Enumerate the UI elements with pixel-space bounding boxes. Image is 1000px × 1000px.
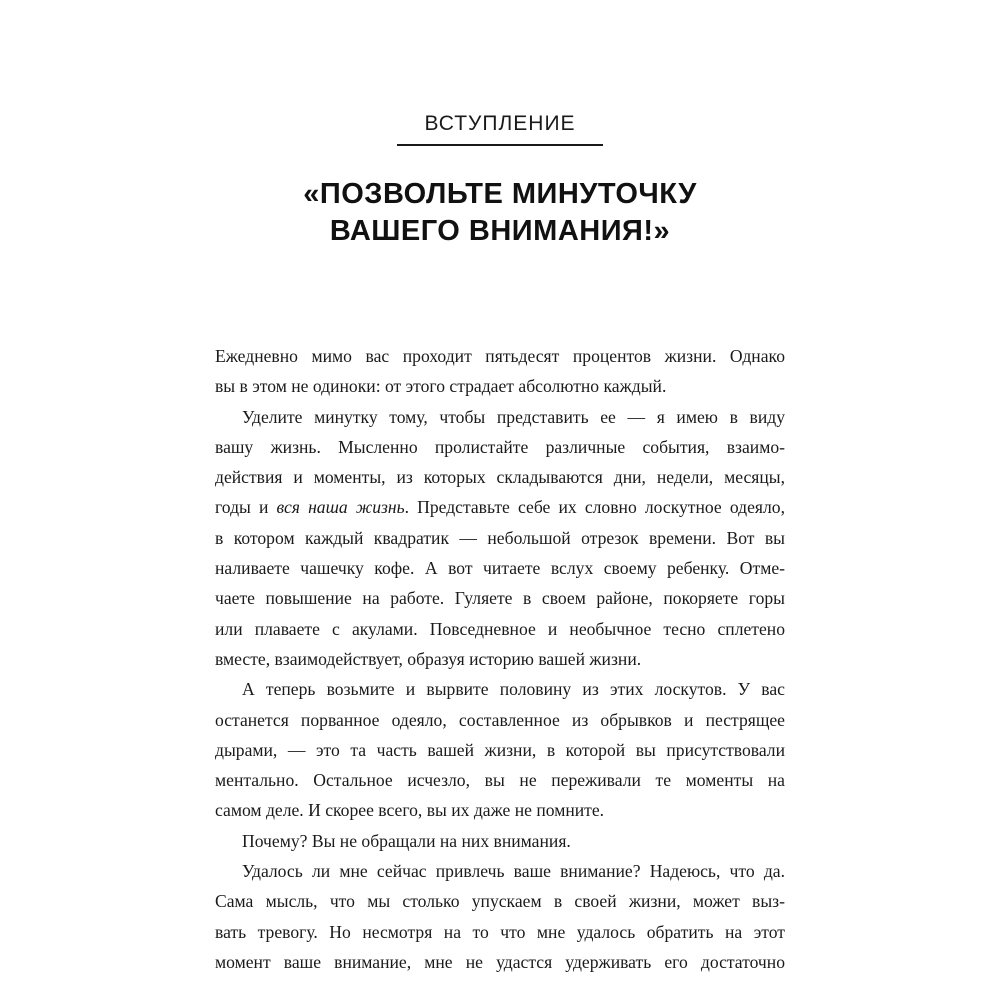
text-line: чаете повышение на работе. Гуляете в своем районе, покоряете горы xyxy=(215,588,785,609)
text-line: вать тревогу. Но несмотря на то что мне удалось обратить на этот xyxy=(215,921,785,942)
chapter-title-line-1: «ПОЗВОЛЬТЕ МИНУТОЧКУ xyxy=(303,178,697,210)
paragraph-2 xyxy=(215,402,785,675)
text-line: вместе, взаимодействует, образуя историю вашей жизни. xyxy=(215,648,642,669)
text-line: Сама мысль, что мы столько упускаем в своей жизни, может выз- xyxy=(215,891,785,912)
text-line: действия и моменты, из которых складываются дни, недели, месяцы, xyxy=(215,467,785,488)
text-fragment: годы и xyxy=(215,497,277,518)
chapter-title xyxy=(0,176,1000,250)
italic-phrase: вся наша жизнь xyxy=(276,497,405,518)
text-line: вы в этом не одиноки: от этого страдает абсолютно каждый. xyxy=(215,376,667,397)
text-line: Удалось ли мне сейчас привлечь ваше внимание? Надеюсь, что да. xyxy=(242,861,785,882)
text-line: вашу жизнь. Мысленно пролистайте различные события, взаимо- xyxy=(215,436,785,457)
text-line: момент ваше внимание, мне не удастся удерживать его достаточно xyxy=(215,951,785,972)
text-line: Почему? Вы не обращали на них внимания. xyxy=(242,830,571,851)
paragraph-3 xyxy=(215,674,785,825)
text-line: дырами, — это та часть вашей жизни, в которой вы присутствовали xyxy=(215,739,785,760)
section-divider xyxy=(397,144,603,146)
text-line: останется порванное одеяло, составленное из обрывков и пестрящее xyxy=(215,709,785,730)
text-line xyxy=(215,492,785,522)
paragraph-5 xyxy=(215,856,785,977)
section-label: ВСТУПЛЕНИЕ xyxy=(424,112,576,135)
text-line: Уделите минутку тому, чтобы представить ее — я имею в виду xyxy=(242,406,785,427)
text-line: ментально. Остальное исчезло, вы не переживали те моменты на xyxy=(215,770,785,791)
body-text xyxy=(215,341,785,977)
text-line: Ежедневно мимо вас проходит пятьдесят процентов жизни. Однако xyxy=(215,346,785,366)
paragraph-4 xyxy=(215,826,785,856)
text-line: наливаете чашечку кофе. А вот читаете вслух своему ребенку. Отме- xyxy=(215,558,785,579)
text-fragment: . Представьте себе их словно лоскутное одеяло, xyxy=(404,497,785,518)
chapter-title-line-2: ВАШЕГО ВНИМАНИЯ!» xyxy=(329,215,671,247)
text-line: или плаваете с акулами. Повседневное и необычное тесно сплетено xyxy=(215,618,785,639)
text-line: А теперь возьмите и вырвите половину из этих лоскутов. У вас xyxy=(242,679,785,700)
text-line: в котором каждый квадратик — небольшой отрезок времени. Вот вы xyxy=(215,527,785,548)
text-line: самом деле. И скорее всего, вы их даже не помните. xyxy=(215,800,605,821)
paragraph-1 xyxy=(215,341,785,402)
